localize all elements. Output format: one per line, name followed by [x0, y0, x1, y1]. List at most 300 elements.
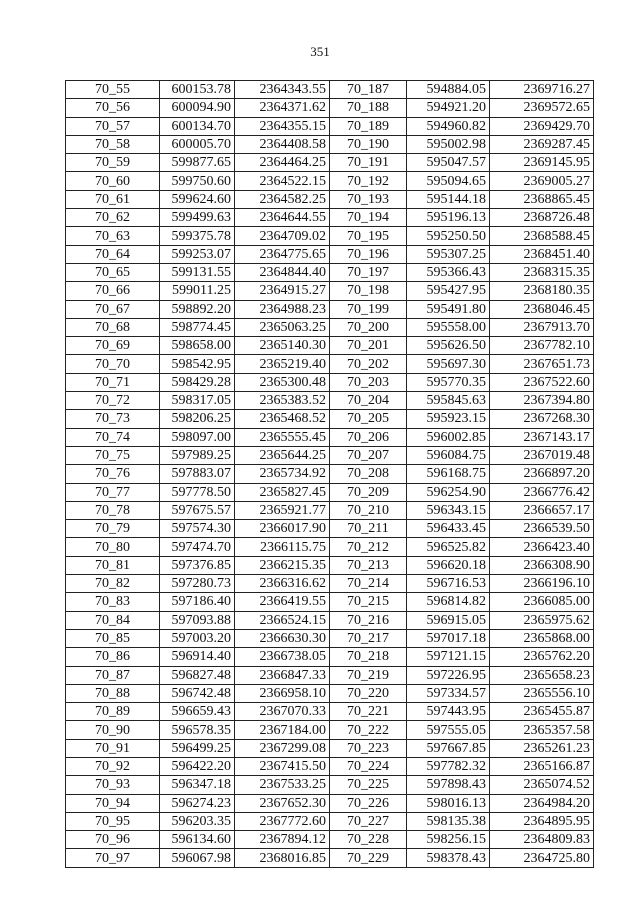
x-coord-left: 597675.57	[160, 501, 235, 519]
y-coord-left: 2367184.00	[235, 721, 330, 739]
point-id-left: 70_74	[66, 428, 160, 446]
x-coord-right: 596433.45	[407, 520, 490, 538]
table-row	[66, 410, 594, 428]
y-coord-right: 2369005.27	[490, 172, 594, 190]
point-id-right: 70_201	[330, 337, 407, 355]
table-row	[66, 739, 594, 757]
table-row	[66, 318, 594, 336]
y-coord-right: 2364725.80	[490, 849, 594, 867]
point-id-right: 70_213	[330, 556, 407, 574]
x-coord-left: 599375.78	[160, 227, 235, 245]
point-id-right: 70_205	[330, 410, 407, 428]
x-coord-right: 595427.95	[407, 282, 490, 300]
y-coord-right: 2366423.40	[490, 538, 594, 556]
table-row	[66, 428, 594, 446]
point-id-right: 70_193	[330, 190, 407, 208]
point-id-right: 70_197	[330, 263, 407, 281]
table-row	[66, 373, 594, 391]
point-id-right: 70_226	[330, 794, 407, 812]
x-coord-left: 596578.35	[160, 721, 235, 739]
x-coord-right: 595144.18	[407, 190, 490, 208]
y-coord-right: 2368315.35	[490, 263, 594, 281]
point-id-right: 70_228	[330, 831, 407, 849]
table-row	[66, 446, 594, 464]
y-coord-right: 2368588.45	[490, 227, 594, 245]
x-coord-right: 595491.80	[407, 300, 490, 318]
y-coord-right: 2365868.00	[490, 629, 594, 647]
point-id-left: 70_77	[66, 483, 160, 501]
x-coord-left: 597474.70	[160, 538, 235, 556]
point-id-left: 70_80	[66, 538, 160, 556]
x-coord-left: 597574.30	[160, 520, 235, 538]
point-id-left: 70_60	[66, 172, 160, 190]
point-id-right: 70_214	[330, 575, 407, 593]
y-coord-left: 2364343.55	[235, 81, 330, 99]
y-coord-left: 2364644.55	[235, 209, 330, 227]
y-coord-left: 2366215.35	[235, 556, 330, 574]
x-coord-right: 595770.35	[407, 373, 490, 391]
table-row	[66, 556, 594, 574]
coordinate-table-body	[66, 81, 594, 868]
table-row	[66, 154, 594, 172]
y-coord-right: 2365975.62	[490, 611, 594, 629]
y-coord-left: 2366316.62	[235, 575, 330, 593]
point-id-right: 70_215	[330, 593, 407, 611]
y-coord-right: 2364809.83	[490, 831, 594, 849]
x-coord-right: 598016.13	[407, 794, 490, 812]
point-id-left: 70_88	[66, 684, 160, 702]
table-row	[66, 593, 594, 611]
y-coord-left: 2364844.40	[235, 263, 330, 281]
point-id-left: 70_81	[66, 556, 160, 574]
x-coord-left: 597989.25	[160, 446, 235, 464]
y-coord-left: 2364371.62	[235, 99, 330, 117]
table-row	[66, 721, 594, 739]
table-row	[66, 629, 594, 647]
table-row	[66, 648, 594, 666]
point-id-left: 70_86	[66, 648, 160, 666]
y-coord-right: 2367782.10	[490, 337, 594, 355]
point-id-left: 70_73	[66, 410, 160, 428]
y-coord-right: 2369572.65	[490, 99, 594, 117]
y-coord-right: 2368046.45	[490, 300, 594, 318]
x-coord-right: 596168.75	[407, 465, 490, 483]
x-coord-left: 599499.63	[160, 209, 235, 227]
table-row	[66, 684, 594, 702]
y-coord-left: 2366017.90	[235, 520, 330, 538]
y-coord-right: 2367019.48	[490, 446, 594, 464]
x-coord-left: 597186.40	[160, 593, 235, 611]
y-coord-left: 2367894.12	[235, 831, 330, 849]
table-row	[66, 501, 594, 519]
point-id-left: 70_57	[66, 117, 160, 135]
x-coord-right: 598378.43	[407, 849, 490, 867]
point-id-left: 70_72	[66, 392, 160, 410]
x-coord-right: 594884.05	[407, 81, 490, 99]
x-coord-right: 597443.95	[407, 703, 490, 721]
x-coord-right: 595047.57	[407, 154, 490, 172]
y-coord-right: 2366897.20	[490, 465, 594, 483]
page-number: 351	[310, 44, 330, 59]
y-coord-left: 2366738.05	[235, 648, 330, 666]
y-coord-left: 2366847.33	[235, 666, 330, 684]
y-coord-right: 2368451.40	[490, 245, 594, 263]
x-coord-left: 599131.55	[160, 263, 235, 281]
point-id-left: 70_97	[66, 849, 160, 867]
x-coord-left: 600134.70	[160, 117, 235, 135]
point-id-right: 70_187	[330, 81, 407, 99]
point-id-left: 70_83	[66, 593, 160, 611]
point-id-left: 70_56	[66, 99, 160, 117]
point-id-right: 70_218	[330, 648, 407, 666]
y-coord-left: 2365644.25	[235, 446, 330, 464]
x-coord-right: 595558.00	[407, 318, 490, 336]
table-row	[66, 776, 594, 794]
x-coord-left: 599877.65	[160, 154, 235, 172]
point-id-right: 70_191	[330, 154, 407, 172]
table-row	[66, 355, 594, 373]
point-id-left: 70_55	[66, 81, 160, 99]
table-row	[66, 209, 594, 227]
y-coord-left: 2365063.25	[235, 318, 330, 336]
y-coord-right: 2368865.45	[490, 190, 594, 208]
point-id-right: 70_224	[330, 757, 407, 775]
point-id-left: 70_64	[66, 245, 160, 263]
point-id-right: 70_204	[330, 392, 407, 410]
y-coord-right: 2367143.17	[490, 428, 594, 446]
x-coord-left: 600005.70	[160, 135, 235, 153]
point-id-right: 70_223	[330, 739, 407, 757]
point-id-left: 70_90	[66, 721, 160, 739]
x-coord-left: 600153.78	[160, 81, 235, 99]
x-coord-right: 595250.50	[407, 227, 490, 245]
table-row	[66, 538, 594, 556]
x-coord-left: 598206.25	[160, 410, 235, 428]
table-row	[66, 794, 594, 812]
y-coord-left: 2365383.52	[235, 392, 330, 410]
point-id-left: 70_59	[66, 154, 160, 172]
point-id-right: 70_217	[330, 629, 407, 647]
point-id-right: 70_219	[330, 666, 407, 684]
x-coord-right: 595366.43	[407, 263, 490, 281]
x-coord-right: 596915.05	[407, 611, 490, 629]
point-id-left: 70_94	[66, 794, 160, 812]
point-id-right: 70_222	[330, 721, 407, 739]
table-row	[66, 282, 594, 300]
y-coord-right: 2366776.42	[490, 483, 594, 501]
x-coord-left: 598774.45	[160, 318, 235, 336]
point-id-right: 70_227	[330, 812, 407, 830]
y-coord-left: 2364522.15	[235, 172, 330, 190]
y-coord-left: 2365827.45	[235, 483, 330, 501]
point-id-left: 70_95	[66, 812, 160, 830]
y-coord-right: 2369429.70	[490, 117, 594, 135]
y-coord-left: 2364464.25	[235, 154, 330, 172]
y-coord-left: 2365468.52	[235, 410, 330, 428]
point-id-right: 70_188	[330, 99, 407, 117]
y-coord-left: 2364988.23	[235, 300, 330, 318]
point-id-right: 70_216	[330, 611, 407, 629]
x-coord-right: 598256.15	[407, 831, 490, 849]
x-coord-left: 597778.50	[160, 483, 235, 501]
y-coord-left: 2364709.02	[235, 227, 330, 245]
x-coord-right: 595307.25	[407, 245, 490, 263]
table-row	[66, 666, 594, 684]
point-id-left: 70_84	[66, 611, 160, 629]
point-id-left: 70_96	[66, 831, 160, 849]
x-coord-right: 598135.38	[407, 812, 490, 830]
x-coord-left: 598097.00	[160, 428, 235, 446]
point-id-right: 70_207	[330, 446, 407, 464]
y-coord-right: 2368726.48	[490, 209, 594, 227]
x-coord-right: 594960.82	[407, 117, 490, 135]
point-id-right: 70_225	[330, 776, 407, 794]
x-coord-right: 595845.63	[407, 392, 490, 410]
x-coord-right: 597334.57	[407, 684, 490, 702]
x-coord-left: 596134.60	[160, 831, 235, 849]
x-coord-right: 597667.85	[407, 739, 490, 757]
y-coord-left: 2367533.25	[235, 776, 330, 794]
y-coord-left: 2367299.08	[235, 739, 330, 757]
y-coord-left: 2365555.45	[235, 428, 330, 446]
point-id-right: 70_195	[330, 227, 407, 245]
table-row	[66, 245, 594, 263]
coordinate-table	[65, 80, 594, 868]
point-id-right: 70_208	[330, 465, 407, 483]
point-id-right: 70_220	[330, 684, 407, 702]
point-id-left: 70_91	[66, 739, 160, 757]
table-row	[66, 263, 594, 281]
x-coord-right: 596814.82	[407, 593, 490, 611]
point-id-right: 70_200	[330, 318, 407, 336]
point-id-left: 70_92	[66, 757, 160, 775]
table-row	[66, 520, 594, 538]
x-coord-left: 596203.35	[160, 812, 235, 830]
table-row	[66, 81, 594, 99]
y-coord-left: 2365219.40	[235, 355, 330, 373]
point-id-right: 70_202	[330, 355, 407, 373]
x-coord-left: 599624.60	[160, 190, 235, 208]
table-row	[66, 190, 594, 208]
y-coord-right: 2367913.70	[490, 318, 594, 336]
point-id-right: 70_203	[330, 373, 407, 391]
table-row	[66, 465, 594, 483]
point-id-right: 70_199	[330, 300, 407, 318]
table-row	[66, 483, 594, 501]
y-coord-right: 2365166.87	[490, 757, 594, 775]
table-row	[66, 172, 594, 190]
x-coord-right: 597017.18	[407, 629, 490, 647]
y-coord-left: 2366630.30	[235, 629, 330, 647]
point-id-right: 70_206	[330, 428, 407, 446]
point-id-left: 70_87	[66, 666, 160, 684]
y-coord-right: 2365357.58	[490, 721, 594, 739]
point-id-right: 70_221	[330, 703, 407, 721]
table-row	[66, 392, 594, 410]
y-coord-right: 2366196.10	[490, 575, 594, 593]
x-coord-left: 597376.85	[160, 556, 235, 574]
y-coord-right: 2364984.20	[490, 794, 594, 812]
y-coord-right: 2367394.80	[490, 392, 594, 410]
x-coord-left: 597003.20	[160, 629, 235, 647]
point-id-right: 70_229	[330, 849, 407, 867]
point-id-right: 70_189	[330, 117, 407, 135]
point-id-left: 70_68	[66, 318, 160, 336]
y-coord-left: 2367652.30	[235, 794, 330, 812]
y-coord-right: 2365556.10	[490, 684, 594, 702]
x-coord-left: 598317.05	[160, 392, 235, 410]
x-coord-left: 600094.90	[160, 99, 235, 117]
x-coord-right: 595626.50	[407, 337, 490, 355]
x-coord-right: 596254.90	[407, 483, 490, 501]
y-coord-left: 2365140.30	[235, 337, 330, 355]
x-coord-left: 599750.60	[160, 172, 235, 190]
x-coord-left: 596422.20	[160, 757, 235, 775]
y-coord-right: 2365455.87	[490, 703, 594, 721]
point-id-right: 70_196	[330, 245, 407, 263]
x-coord-right: 597555.05	[407, 721, 490, 739]
y-coord-left: 2366958.10	[235, 684, 330, 702]
y-coord-right: 2368180.35	[490, 282, 594, 300]
point-id-right: 70_190	[330, 135, 407, 153]
table-row	[66, 227, 594, 245]
y-coord-right: 2369145.95	[490, 154, 594, 172]
y-coord-left: 2366115.75	[235, 538, 330, 556]
x-coord-right: 597898.43	[407, 776, 490, 794]
y-coord-left: 2364355.15	[235, 117, 330, 135]
x-coord-left: 598892.20	[160, 300, 235, 318]
point-id-right: 70_210	[330, 501, 407, 519]
point-id-left: 70_66	[66, 282, 160, 300]
point-id-right: 70_194	[330, 209, 407, 227]
x-coord-right: 594921.20	[407, 99, 490, 117]
table-row	[66, 831, 594, 849]
x-coord-right: 595094.65	[407, 172, 490, 190]
point-id-left: 70_79	[66, 520, 160, 538]
point-id-left: 70_62	[66, 209, 160, 227]
table-row	[66, 849, 594, 867]
y-coord-right: 2364895.95	[490, 812, 594, 830]
point-id-right: 70_209	[330, 483, 407, 501]
x-coord-left: 599253.07	[160, 245, 235, 263]
x-coord-right: 595923.15	[407, 410, 490, 428]
x-coord-left: 597093.88	[160, 611, 235, 629]
x-coord-left: 597883.07	[160, 465, 235, 483]
y-coord-right: 2365074.52	[490, 776, 594, 794]
point-id-left: 70_70	[66, 355, 160, 373]
y-coord-right: 2365658.23	[490, 666, 594, 684]
y-coord-right: 2369287.45	[490, 135, 594, 153]
y-coord-right: 2369716.27	[490, 81, 594, 99]
y-coord-left: 2365921.77	[235, 501, 330, 519]
table-row	[66, 337, 594, 355]
table-row	[66, 703, 594, 721]
y-coord-left: 2368016.85	[235, 849, 330, 867]
y-coord-left: 2367070.33	[235, 703, 330, 721]
point-id-left: 70_78	[66, 501, 160, 519]
table-row	[66, 117, 594, 135]
y-coord-right: 2365762.20	[490, 648, 594, 666]
table-row	[66, 300, 594, 318]
x-coord-left: 596347.18	[160, 776, 235, 794]
point-id-right: 70_211	[330, 520, 407, 538]
y-coord-right: 2367522.60	[490, 373, 594, 391]
x-coord-right: 596716.53	[407, 575, 490, 593]
x-coord-right: 596620.18	[407, 556, 490, 574]
x-coord-right: 596525.82	[407, 538, 490, 556]
x-coord-left: 596659.43	[160, 703, 235, 721]
point-id-left: 70_69	[66, 337, 160, 355]
y-coord-left: 2364408.58	[235, 135, 330, 153]
x-coord-left: 596827.48	[160, 666, 235, 684]
point-id-right: 70_212	[330, 538, 407, 556]
point-id-left: 70_58	[66, 135, 160, 153]
y-coord-left: 2367772.60	[235, 812, 330, 830]
point-id-left: 70_75	[66, 446, 160, 464]
point-id-left: 70_63	[66, 227, 160, 245]
y-coord-right: 2367268.30	[490, 410, 594, 428]
point-id-left: 70_71	[66, 373, 160, 391]
point-id-right: 70_192	[330, 172, 407, 190]
x-coord-left: 597280.73	[160, 575, 235, 593]
x-coord-left: 596499.25	[160, 739, 235, 757]
point-id-left: 70_61	[66, 190, 160, 208]
point-id-left: 70_89	[66, 703, 160, 721]
x-coord-right: 597226.95	[407, 666, 490, 684]
y-coord-left: 2364582.25	[235, 190, 330, 208]
x-coord-left: 596742.48	[160, 684, 235, 702]
x-coord-right: 595002.98	[407, 135, 490, 153]
y-coord-left: 2365300.48	[235, 373, 330, 391]
table-row	[66, 757, 594, 775]
point-id-left: 70_93	[66, 776, 160, 794]
y-coord-left: 2367415.50	[235, 757, 330, 775]
x-coord-left: 598429.28	[160, 373, 235, 391]
y-coord-left: 2366419.55	[235, 593, 330, 611]
x-coord-left: 599011.25	[160, 282, 235, 300]
y-coord-left: 2364915.27	[235, 282, 330, 300]
x-coord-right: 596084.75	[407, 446, 490, 464]
x-coord-right: 597782.32	[407, 757, 490, 775]
table-row	[66, 135, 594, 153]
x-coord-right: 596002.85	[407, 428, 490, 446]
point-id-left: 70_76	[66, 465, 160, 483]
x-coord-right: 595697.30	[407, 355, 490, 373]
x-coord-left: 598658.00	[160, 337, 235, 355]
y-coord-right: 2366657.17	[490, 501, 594, 519]
x-coord-right: 595196.13	[407, 209, 490, 227]
y-coord-right: 2367651.73	[490, 355, 594, 373]
y-coord-right: 2366085.00	[490, 593, 594, 611]
y-coord-right: 2366539.50	[490, 520, 594, 538]
y-coord-left: 2364775.65	[235, 245, 330, 263]
x-coord-left: 596914.40	[160, 648, 235, 666]
y-coord-left: 2366524.15	[235, 611, 330, 629]
table-row	[66, 99, 594, 117]
point-id-left: 70_67	[66, 300, 160, 318]
table-row	[66, 611, 594, 629]
point-id-left: 70_85	[66, 629, 160, 647]
table-row	[66, 575, 594, 593]
x-coord-right: 596343.15	[407, 501, 490, 519]
y-coord-left: 2365734.92	[235, 465, 330, 483]
x-coord-right: 597121.15	[407, 648, 490, 666]
y-coord-right: 2365261.23	[490, 739, 594, 757]
x-coord-left: 596067.98	[160, 849, 235, 867]
y-coord-right: 2366308.90	[490, 556, 594, 574]
x-coord-left: 596274.23	[160, 794, 235, 812]
table-row	[66, 812, 594, 830]
